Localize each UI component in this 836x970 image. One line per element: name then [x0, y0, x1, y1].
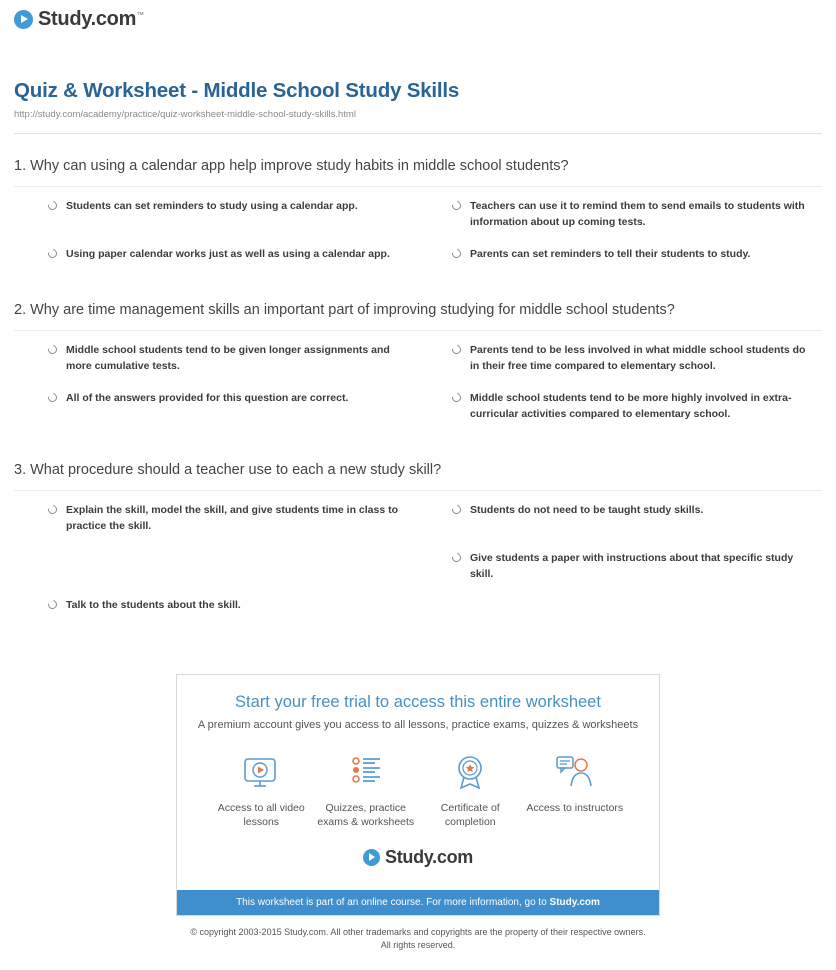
page-title: Quiz & Worksheet - Middle School Study Skills [14, 79, 460, 102]
answer-label: Parents tend to be less involved in what middle school students do in their free time compared to elementary school. [470, 344, 806, 373]
radio-button-icon[interactable] [46, 247, 59, 260]
copyright-line-2: All rights reserved. [380, 940, 456, 951]
answer-option[interactable] [14, 199, 418, 247]
question-block [14, 300, 822, 438]
answer-label: Parents can set reminders to tell their students to study. [470, 247, 751, 260]
promo-footer-text: This worksheet is part of an online course. For more information, go to [236, 897, 550, 909]
feature-item [523, 751, 628, 829]
answer-option-empty [14, 551, 418, 599]
radio-button-icon[interactable] [450, 551, 463, 564]
answer-label: Teachers can use it to remind them to send emails to students with information about up coming tests. [470, 200, 805, 228]
title-block [14, 41, 822, 134]
answer-label: Using paper calendar works just as well as using a calendar app. [66, 247, 390, 260]
answer-label: Students do not need to be taught study skills. [470, 504, 704, 517]
play-circle-icon [363, 849, 380, 866]
feature-item [314, 751, 419, 829]
promo-section [14, 674, 822, 916]
promo-footer-bar[interactable] [177, 890, 659, 915]
feature-list [193, 747, 643, 829]
play-circle-icon [14, 10, 33, 29]
radio-button-icon[interactable] [450, 504, 463, 517]
radio-button-icon[interactable] [46, 599, 59, 612]
instructor-chat-icon [523, 751, 628, 793]
question-text: 2. Why are time management skills an important part of improving studying for middle school students? [14, 300, 822, 331]
answer-option[interactable] [418, 247, 822, 279]
answer-options [14, 491, 822, 630]
answer-option[interactable] [14, 598, 418, 630]
question-text: 3. What procedure should a teacher use to each a new study skill? [14, 460, 822, 491]
radio-button-icon[interactable] [46, 391, 59, 404]
radio-button-icon[interactable] [450, 247, 463, 260]
question-block [14, 460, 822, 630]
quiz-list-icon [314, 751, 419, 793]
brand-name: Study.com [385, 847, 473, 868]
answer-option[interactable] [14, 247, 418, 279]
answer-option[interactable] [418, 551, 822, 599]
answer-label: Talk to the students about the skill. [66, 599, 241, 612]
feature-label: Access to all video lessons [217, 802, 305, 829]
answer-label: Give students a paper with instructions about that specific study skill. [470, 551, 794, 580]
answer-option[interactable] [14, 391, 418, 439]
answer-options [14, 187, 822, 278]
promo-footer-link[interactable]: Study.com [549, 897, 600, 909]
answer-option[interactable] [418, 503, 822, 551]
answer-label: Middle school students tend to be given longer assignments and more cumulative tests. [66, 344, 390, 373]
answer-option[interactable] [418, 343, 822, 391]
video-lesson-icon [209, 751, 314, 793]
answer-option[interactable] [418, 391, 822, 439]
promo-title: Start your free trial to access this entire worksheet [235, 693, 601, 712]
promo-body [177, 675, 659, 890]
trademark-symbol: ™ [136, 10, 144, 20]
page-url: http://study.com/academy/practice/quiz-worksheet-middle-school-study-skills.html [14, 109, 356, 120]
study-logo[interactable] [14, 8, 144, 31]
promo-study-logo[interactable] [193, 847, 643, 868]
answer-option[interactable] [14, 343, 418, 391]
question-block [14, 156, 822, 278]
answer-label: Explain the skill, model the skill, and give students time in class to practice the skill. [66, 504, 399, 533]
feature-label: Certificate of completion [440, 802, 500, 829]
radio-button-icon[interactable] [450, 344, 463, 357]
feature-item [209, 751, 314, 829]
brand-name: Study.com™ [38, 8, 144, 30]
feature-item [418, 751, 523, 829]
radio-button-icon[interactable] [46, 504, 59, 517]
answer-label: Students can set reminders to study using a calendar app. [66, 200, 358, 213]
copyright-notice [14, 926, 822, 952]
answer-option[interactable] [418, 199, 822, 247]
copyright-line-1: © copyright 2003-2015 Study.com. All other trademarks and copyrights are the property of their respective owners. [190, 927, 646, 938]
radio-button-icon[interactable] [46, 199, 59, 212]
certificate-icon [418, 751, 523, 793]
site-header [14, 0, 822, 41]
radio-button-icon[interactable] [46, 344, 59, 357]
question-text: 1. Why can using a calendar app help improve study habits in middle school students? [14, 156, 822, 187]
radio-button-icon[interactable] [450, 199, 463, 212]
answer-label: Middle school students tend to be more highly involved in extra-curricular activities compared to elementary school. [470, 391, 792, 420]
feature-label: Quizzes, practice exams & worksheets [317, 802, 415, 829]
feature-label: Access to instructors [526, 802, 624, 815]
radio-button-icon[interactable] [450, 391, 463, 404]
answer-options [14, 331, 822, 438]
promo-subtitle: A premium account gives you access to all lessons, practice exams, quizzes & worksheets [197, 719, 639, 732]
answer-option[interactable] [14, 503, 418, 551]
answer-option-empty [418, 598, 822, 630]
free-trial-card [176, 674, 660, 916]
answer-label: All of the answers provided for this question are correct. [66, 391, 349, 404]
